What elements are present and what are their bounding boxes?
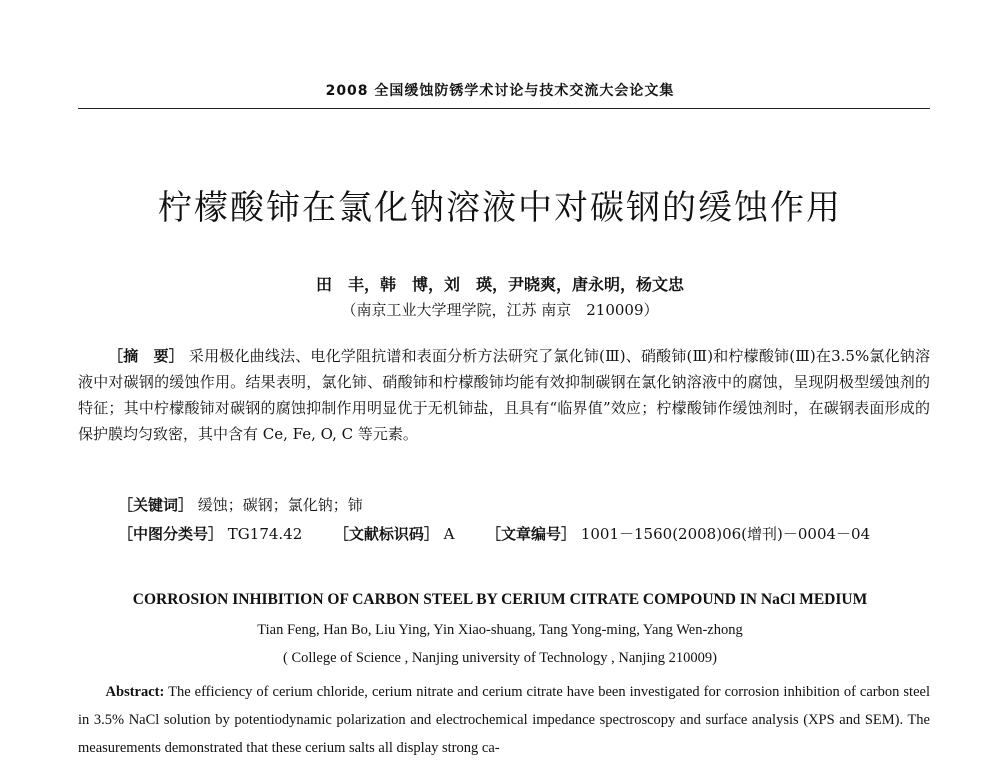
classification-line xyxy=(118,523,870,544)
english-abstract xyxy=(78,678,930,762)
header-divider xyxy=(78,108,930,109)
chinese-abstract-label: ［摘 要］ xyxy=(108,347,184,365)
article-no-value: 1001－1560(2008)06(增刊)－0004－04 xyxy=(580,525,871,543)
chinese-abstract-text: 采用极化曲线法、电化学阻抗谱和表面分析方法研究了氯化铈(Ⅲ)、硝酸铈(Ⅲ)和柠檬酸铈(Ⅲ)在3.5%氯化钠溶液中对碳钢的缓蚀作用。结果表明，氯化铈、硝酸铈和柠檬酸铈均能有效抑制碳钢在氯化钠溶液中的腐蚀，呈现阴极型缓蚀剂的特征；其中柠檬酸铈对碳钢的腐蚀抑制作用明显优于无机铈盐，且具有“临界值”效应；柠檬酸铈作缓蚀剂时，在碳钢表面形成的保护膜均匀致密，其中含有 Ce, Fe, O, C 等元素。 xyxy=(78,347,930,443)
doc-code-label: ［文献标识码］ xyxy=(333,525,439,543)
keywords-text: 缓蚀；碳钢；氯化钠；铈 xyxy=(197,496,363,514)
chinese-abstract xyxy=(78,343,930,447)
english-authors: Tian Feng, Han Bo, Liu Ying, Yin Xiao-shuang, Tang Yong-ming, Yang Wen-zhong xyxy=(257,622,743,638)
keywords-label: ［关键词］ xyxy=(118,496,194,514)
chinese-affiliation: （南京工业大学理学院，江苏 南京 210009） xyxy=(341,301,659,319)
doc-code-value: A xyxy=(443,525,455,543)
class-value: TG174.42 xyxy=(227,525,303,543)
chinese-keywords xyxy=(118,494,363,515)
chinese-authors: 田 丰，韩 博，刘 瑛，尹晓爽，唐永明，杨文忠 xyxy=(315,275,684,294)
class-label: ［中图分类号］ xyxy=(118,525,224,543)
article-no-label: ［文章编号］ xyxy=(486,525,577,543)
english-affiliation: ( College of Science , Nanjing university of Technology , Nanjing 210009) xyxy=(282,650,718,666)
proceedings-header: 2008 全国缓蚀防锈学术讨论与技术交流大会论文集 xyxy=(325,83,675,99)
english-abstract-label: Abstract: xyxy=(105,684,165,700)
english-title: CORROSION INHIBITION OF CARBON STEEL BY CERIUM CITRATE COMPOUND IN NaCl MEDIUM xyxy=(132,591,868,608)
english-abstract-text: The efficiency of cerium chloride, cerium nitrate and cerium citrate have been investigated for corrosion inhibition of carbon steel in 3.5% NaCl solution by potentiodynamic polarization and electrochemical impedance spectroscopy and surface analysis (XPS and SEM). The measurements demonstrated that these cerium salts all display strong ca- xyxy=(78,684,930,756)
chinese-title: 柠檬酸铈在氯化钠溶液中对碳钢的缓蚀作用 xyxy=(158,188,842,228)
